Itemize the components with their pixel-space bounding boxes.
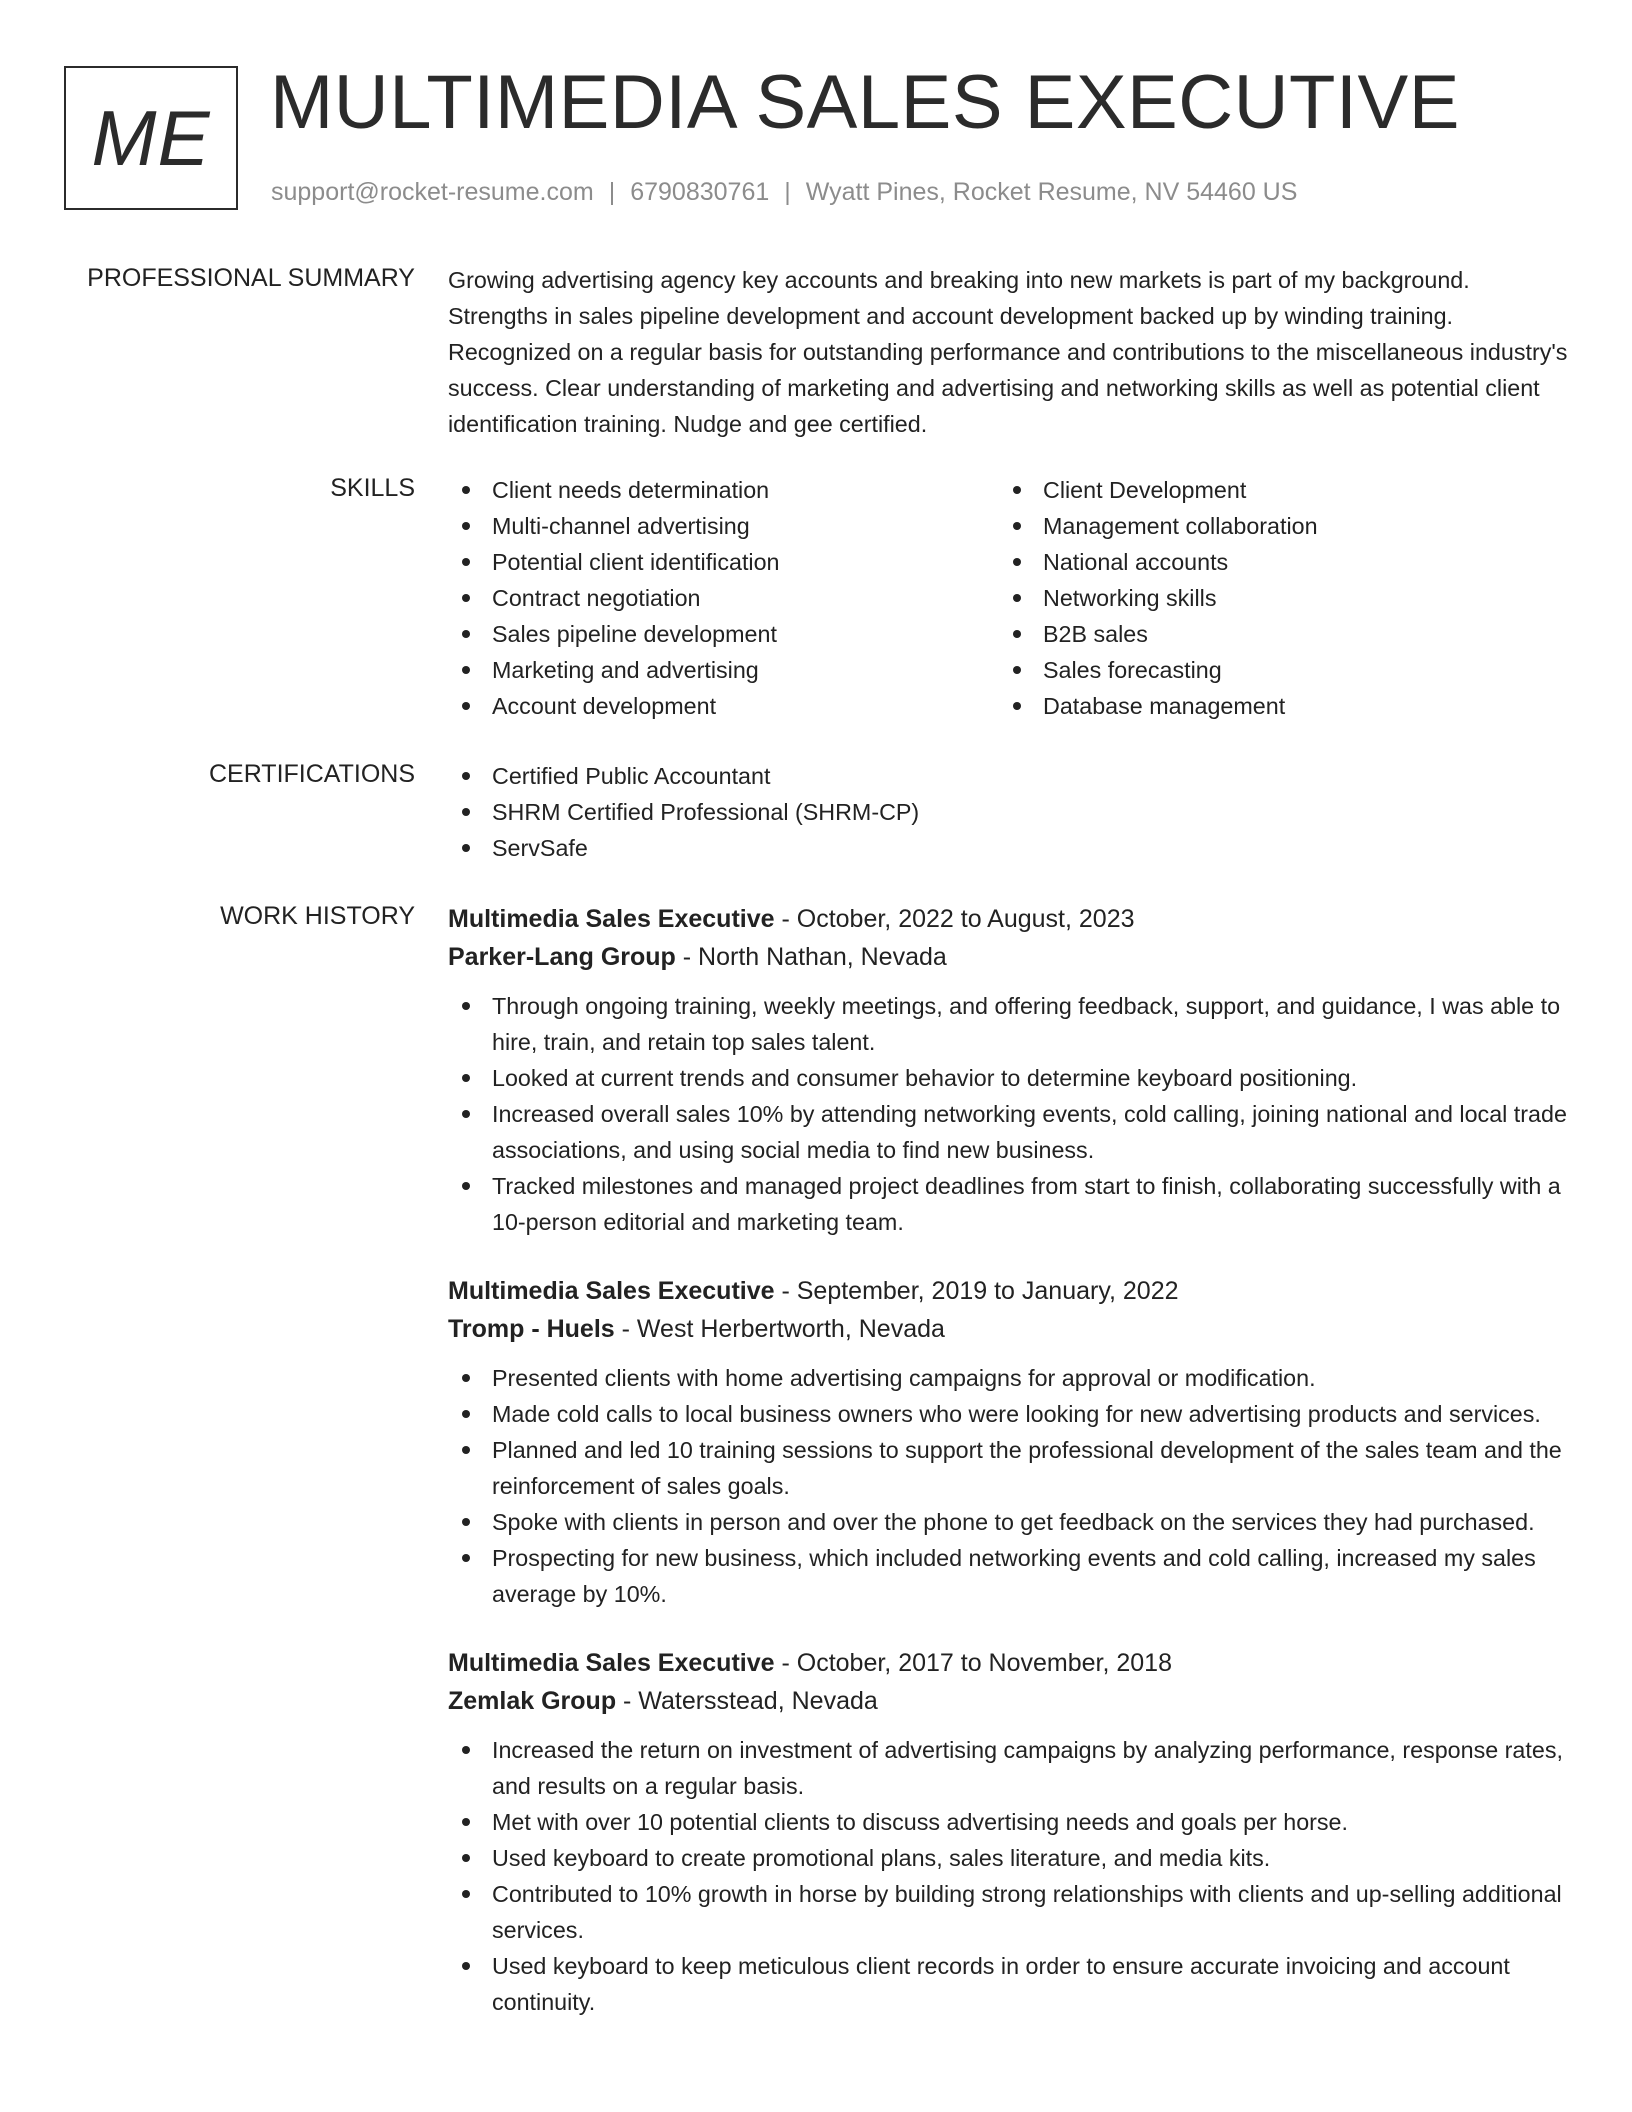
job-bullet: Through ongoing training, weekly meetings, and offering feedback, support, and guidance, I was able to hire, train, and retain top sales talent. — [448, 988, 1572, 1060]
contact-phone: 6790830761 — [630, 178, 770, 206]
monogram-logo: ME — [64, 66, 238, 210]
job-entry — [448, 1644, 1572, 2020]
contact-separator: | — [784, 178, 791, 206]
job-company-line — [448, 1682, 1572, 1720]
contact-address: Wyatt Pines, Rocket Resume, NV 54460 US — [805, 178, 1298, 206]
job-dates: - September, 2019 to January, 2022 — [774, 1277, 1179, 1305]
certifications-heading: CERTIFICATIONS — [208, 760, 415, 788]
job-bullet: Contributed to 10% growth in horse by building strong relationships with clients and up-selling additional services. — [448, 1876, 1572, 1948]
job-title: Multimedia Sales Executive — [448, 1649, 775, 1677]
skills-columns — [448, 472, 1572, 724]
job-title-line — [448, 1272, 1572, 1310]
job-dates: - October, 2022 to August, 2023 — [774, 905, 1135, 933]
job-company-line — [448, 1310, 1572, 1348]
skill-item: Client Development — [999, 472, 1550, 508]
skill-item: Multi-channel advertising — [448, 508, 999, 544]
skill-item: Sales forecasting — [999, 652, 1550, 688]
contact-line — [271, 177, 1297, 207]
job-bullet: Spoke with clients in person and over the phone to get feedback on the services they had purchased. — [448, 1504, 1572, 1540]
skills-heading: SKILLS — [330, 474, 415, 502]
job-bullet: Presented clients with home advertising campaigns for approval or modification. — [448, 1360, 1572, 1396]
job-entry — [448, 900, 1572, 1240]
skill-item: Contract negotiation — [448, 580, 999, 616]
job-bullet: Made cold calls to local business owners who were looking for new advertising products and services. — [448, 1396, 1572, 1432]
certification-item: Certified Public Accountant — [448, 758, 1572, 794]
job-bullets — [448, 1360, 1572, 1612]
job-bullets — [448, 988, 1572, 1240]
job-bullet: Tracked milestones and managed project deadlines from start to finish, collaborating successfully with a 10-person editorial and marketing team. — [448, 1168, 1572, 1240]
skill-item: Client needs determination — [448, 472, 999, 508]
job-location: - West Herbertworth, Nevada — [614, 1315, 945, 1343]
summary-heading: PROFESSIONAL SUMMARY — [87, 264, 415, 292]
skill-item: Database management — [999, 688, 1550, 724]
job-company: Zemlak Group — [448, 1687, 617, 1715]
certifications-list — [448, 758, 1572, 866]
job-bullet: Looked at current trends and consumer behavior to determine keyboard positioning. — [448, 1060, 1572, 1096]
job-bullet: Increased the return on investment of advertising campaigns by analyzing performance, response rates, and results on a regular basis. — [448, 1732, 1572, 1804]
work-history-list — [448, 900, 1572, 2052]
job-bullet: Prospecting for new business, which included networking events and cold calling, increased my sales average by 10%. — [448, 1540, 1572, 1612]
contact-separator: | — [608, 178, 616, 206]
job-title: Multimedia Sales Executive — [448, 1277, 775, 1305]
skill-item: National accounts — [999, 544, 1550, 580]
skill-item: Potential client identification — [448, 544, 999, 580]
work-history-heading: WORK HISTORY — [220, 902, 415, 930]
job-title-line — [448, 900, 1572, 938]
job-entry — [448, 1272, 1572, 1612]
job-bullet: Used keyboard to keep meticulous client records in order to ensure accurate invoicing and account continuity. — [448, 1948, 1572, 2020]
skills-list-right — [999, 472, 1550, 724]
job-dates: - October, 2017 to November, 2018 — [774, 1649, 1172, 1677]
job-bullet: Planned and led 10 training sessions to support the professional development of the sales team and the reinforcement of sales goals. — [448, 1432, 1572, 1504]
job-bullet: Met with over 10 potential clients to discuss advertising needs and goals per horse. — [448, 1804, 1572, 1840]
job-location: - North Nathan, Nevada — [675, 943, 947, 971]
skills-list-left — [448, 472, 999, 724]
job-company: Parker-Lang Group — [448, 943, 676, 971]
skill-item: B2B sales — [999, 616, 1550, 652]
job-title-line — [448, 1644, 1572, 1682]
job-company-line — [448, 938, 1572, 976]
resume-title: MULTIMEDIA SALES EXECUTIVE — [270, 60, 1460, 145]
skill-item: Account development — [448, 688, 999, 724]
certification-item: ServSafe — [448, 830, 1572, 866]
certification-item: SHRM Certified Professional (SHRM-CP) — [448, 794, 1572, 830]
job-company: Tromp - Huels — [448, 1315, 615, 1343]
job-bullets — [448, 1732, 1572, 2020]
job-bullet: Used keyboard to create promotional plans, sales literature, and media kits. — [448, 1840, 1572, 1876]
contact-email: support@rocket-resume.com — [271, 178, 594, 206]
summary-text: Growing advertising agency key accounts and breaking into new markets is part of my background. Strengths in sales pipeline development and account development backed up by winding training. Recognized on a regular basis for outstanding performance and contributions to the miscellaneous industry's success. Clear understanding of marketing and advertising and networking skills as well as potential client identification training. Nudge and gee certified. — [448, 267, 1568, 437]
skill-item: Networking skills — [999, 580, 1550, 616]
job-location: - Watersstead, Nevada — [616, 1687, 878, 1715]
job-bullet: Increased overall sales 10% by attending networking events, cold calling, joining national and local trade associations, and using social media to find new business. — [448, 1096, 1572, 1168]
skill-item: Management collaboration — [999, 508, 1550, 544]
job-title: Multimedia Sales Executive — [448, 905, 775, 933]
skill-item: Sales pipeline development — [448, 616, 999, 652]
skill-item: Marketing and advertising — [448, 652, 999, 688]
